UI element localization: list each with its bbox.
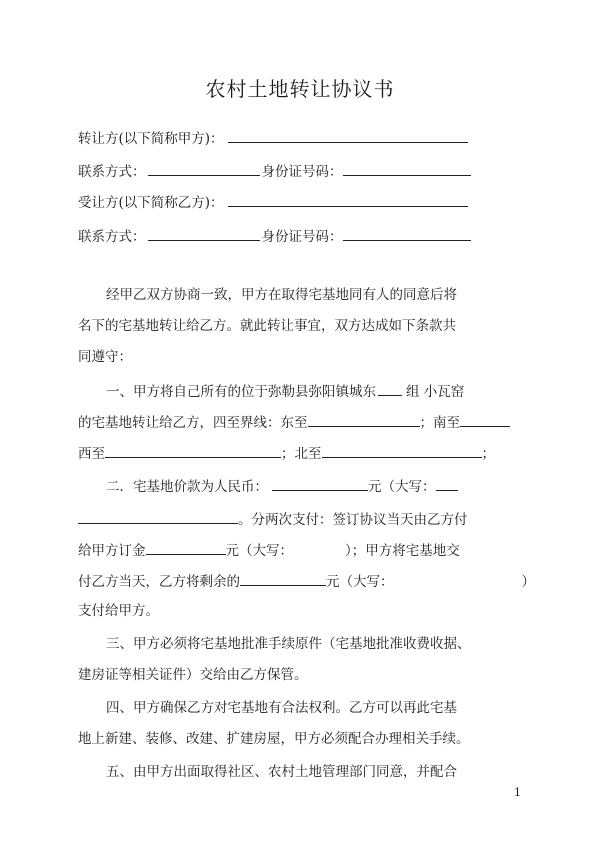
north-boundary-blank[interactable] bbox=[322, 442, 482, 458]
clause1-text-a: 一、甲方将自己所有的位于弥勒县弥阳镇城东 bbox=[106, 384, 376, 400]
clause2-line-5: 支付给甲方。 bbox=[78, 603, 159, 619]
clause2-text-a: 二．宅基地价款为人民币： bbox=[106, 479, 268, 495]
page-number: 1 bbox=[514, 786, 521, 799]
clause1-text-c: 的宅基地转让给乙方，四至界线：东至 bbox=[78, 415, 308, 431]
transferor-contact-blank[interactable] bbox=[148, 160, 260, 176]
clause4-line-2: 地上新建、装修、改建、扩建房屋，甲方必须配合办理相关手续。 bbox=[78, 731, 470, 747]
transferee-row bbox=[78, 191, 468, 213]
transferee-label: 受让方(以下简称乙方)： bbox=[78, 195, 224, 211]
clause1-line-2 bbox=[78, 411, 510, 433]
transferor-row bbox=[78, 127, 468, 149]
clause1-line-1 bbox=[106, 380, 464, 402]
intro-line-1: 经甲乙双方协商一致，甲方在取得宅基地同有人的同意后将 bbox=[106, 287, 457, 303]
clause4-line-1: 四、甲方确保乙方对宅基地有合法权利。乙方可以再此宅基 bbox=[106, 700, 457, 716]
group-blank[interactable] bbox=[378, 380, 402, 396]
transferor-blank[interactable] bbox=[228, 127, 468, 143]
clause2-text-d: 给甲方订金 bbox=[78, 543, 146, 559]
price-caps-blank[interactable] bbox=[436, 475, 458, 491]
remainder-blank[interactable] bbox=[240, 570, 326, 586]
clause1-text-e: 西至 bbox=[78, 446, 105, 462]
transferee-contact-blank[interactable] bbox=[148, 225, 260, 241]
transferor-id-blank[interactable] bbox=[343, 160, 471, 176]
transferee-contact-row bbox=[78, 225, 471, 247]
clause2-line-3 bbox=[78, 539, 460, 561]
clause2-line-2 bbox=[78, 508, 468, 530]
clause3-line-2: 建房证等相关证件）交给由乙方保管。 bbox=[78, 667, 308, 683]
clause1-text-g: ； bbox=[481, 446, 495, 462]
document-title: 农村土地转让协议书 bbox=[205, 77, 395, 101]
clause2-text-g: 付乙方当天，乙方将剩余的 bbox=[78, 574, 240, 590]
south-boundary-blank[interactable] bbox=[460, 411, 510, 427]
clause3-line-1: 三、甲方必须将宅基地批准手续原件（宅基地批准收费收据、 bbox=[106, 636, 471, 652]
clause1-text-b: 组 小瓦窑 bbox=[406, 384, 465, 400]
transferee-id-blank[interactable] bbox=[343, 225, 471, 241]
id-label: 身份证号码： bbox=[261, 164, 343, 180]
clause2-line-1 bbox=[106, 475, 458, 497]
transferor-contact-row bbox=[78, 160, 471, 182]
clause2-text-b: 元（大写： bbox=[368, 479, 436, 495]
clause1-text-f: ；北至 bbox=[281, 446, 322, 462]
clause2-text-c: 。分两次支付：签订协议当天由乙方付 bbox=[238, 512, 468, 528]
clause1-text-d: ；南至 bbox=[419, 415, 460, 431]
intro-line-2: 名下的宅基地转让给乙方。就此转让事宜，双方达成如下条款共 bbox=[78, 318, 456, 334]
clause2-text-f: ）；甲方将宅基地交 bbox=[345, 543, 460, 559]
east-boundary-blank[interactable] bbox=[308, 411, 420, 427]
deposit-blank[interactable] bbox=[146, 539, 226, 555]
clause5-line-1: 五、由甲方出面取得社区、农村土地管理部门同意，并配合 bbox=[106, 764, 457, 780]
clause2-text-h: 元（大写： bbox=[326, 574, 394, 590]
transferor-label: 转让方(以下简称甲方)： bbox=[78, 131, 224, 147]
west-boundary-blank[interactable] bbox=[105, 442, 281, 458]
id-label-2: 身份证号码： bbox=[261, 229, 343, 245]
price-caps-blank-2[interactable] bbox=[78, 508, 238, 524]
clause1-line-3 bbox=[78, 442, 495, 464]
clause2-line-4 bbox=[78, 570, 535, 592]
contact-label-2: 联系方式： bbox=[78, 229, 146, 245]
intro-line-3: 同遵守： bbox=[78, 349, 132, 365]
transferee-blank[interactable] bbox=[228, 191, 468, 207]
clause2-text-e: 元（大写： bbox=[225, 543, 293, 559]
clause2-text-i: ） bbox=[521, 574, 535, 590]
price-blank[interactable] bbox=[272, 475, 368, 491]
contact-label: 联系方式： bbox=[78, 164, 146, 180]
